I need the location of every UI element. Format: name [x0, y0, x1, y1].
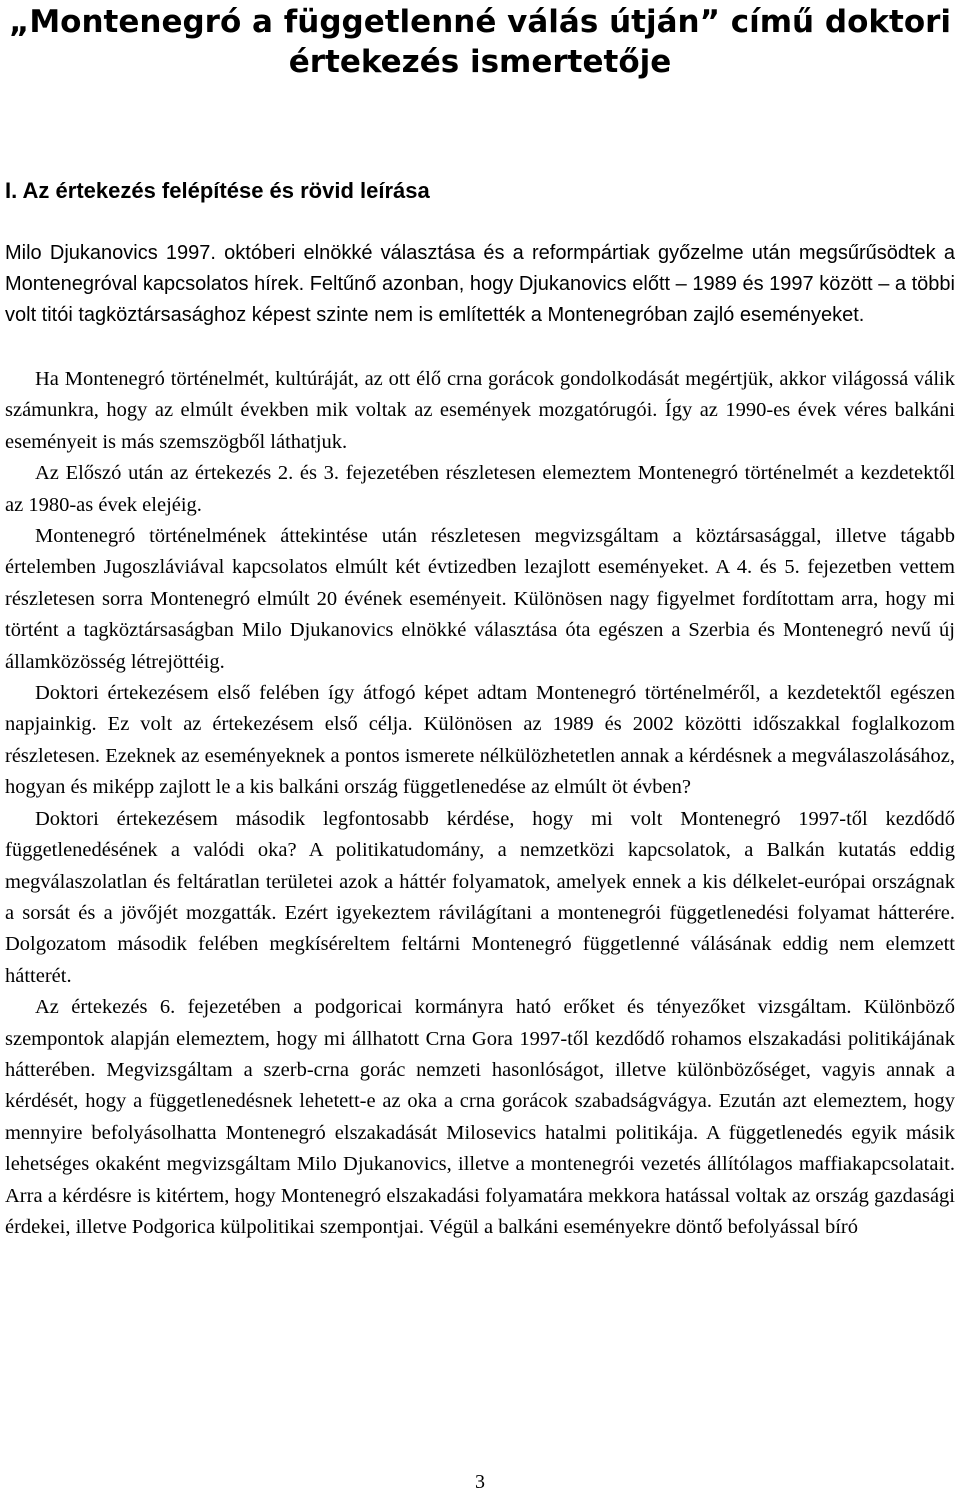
paragraph: Doktori értekezésem második legfontosabb kérdése, hogy mi volt Montenegró 1997-től kezdődő függetlenedésének a valódi oka? A politikatudomány, a nemzetközi kapcsolatok, a Balkán kutatás eddig megválaszolatlan és feltáratlan területei azok a háttér folyamatok, amelyek ennek a kis délkelet-európai országnak a sorsát és a jövőjét mozgatták. Ezért igyekeztem rávilágítani a montenegrói függetlenedési folyamat hátterére. Dolgozatom második felében megkíséreltem feltárni Montenegró függetlenné válásának eddig nem elemzett hátterét.: [5, 807, 955, 987]
document-title: [0, 2, 960, 82]
page-number: 3: [475, 1471, 485, 1493]
paragraph: Ha Montenegró történelmét, kultúráját, az ott élő crna gorácok gondolkodását megértjük, akkor világossá válik számunkra, hogy az elmúlt években mik voltak az események mozgatórugói. Így az 1990-es évek véres balkáni eseményeit is más szemszögből láthatjuk.: [5, 368, 955, 453]
intro-paragraph: Milo Djukanovics 1997. októberi elnökké választása és a reformpártiak győzelme után megsűrűsödtek a Montenegróval kapcsolatos hírek. Feltűnő azonban, hogy Djukanovics előtt – 1989 és 1997 között – a többi volt titói tagköztársasághoz képest szinte nem is említették a Montenegróban zajló eseményeket.: [5, 242, 955, 326]
paragraph: Montenegró történelmének áttekintése után részletesen megvizsgáltam a köztársasággal, illetve tágabb értelemben Jugoszláviával kapcsolatos elmúlt két évtizedben lezajlott eseményeket. A 4. és 5. fejezetben vettem részletesen sorra Montenegró elmúlt 20 évének eseményeit. Különösen nagy figyelmet fordítottam arra, hogy mi történt a tagköztársaságban Milo Djukanovics elnökké választása óta egészen a Szerbia és Montenegró nevű új államközösség létrejöttéig.: [5, 525, 955, 673]
section-heading: I. Az értekezés felépítése és rövid leírása: [5, 178, 430, 203]
paragraph: Az értekezés 6. fejezetében a podgoricai kormányra ható erőket és tényezőket vizsgáltam. Különböző szempontok alapján elemeztem, hogy mi állhatott Crna Gora 1997-től kezdődő rohamos elszakadási politikájának hátterében. Megvizsgáltam a szerb-crna gorác nemzeti hasonlóságot, illetve különbözőséget, vagyis annak a kérdését, hogy a függetlenedésnek lehetett-e az oka a crna gorácok szabadságvágya. Ezután azt elemeztem, hogy mennyire befolyásolhatta Montenegró elszakadását Milosevics hatalmi politikája. A függetlenedés egyik másik lehetséges okaként megvizsgáltam Milo Djukanovics, illetve a montenegrói vezetés állítólagos maffiakapcsolatait. Arra a kérdésre is kitértem, hogy Montenegró elszakadási folyamatára mekkora hatással voltak az ország gazdasági érdekei, illetve Podgorica külpolitikai szempontjai. Végül a balkáni eseményekre döntő befolyással bíró: [5, 996, 955, 1238]
body-text: [5, 364, 955, 1243]
paragraph: Az Előszó után az értekezés 2. és 3. fejezetében részletesen elemeztem Montenegró történelmét a kezdetektől az 1980-as évek elejéig.: [5, 462, 955, 516]
paragraph: Doktori értekezésem első felében így átfogó képet adtam Montenegró történelméről, a kezdetektől egészen napjainkig. Ez volt az értekezésem első célja. Különösen az 1989 és 2002 közötti időszakkal foglalkozom részletesen. Ezeknek az eseményeknek a pontos ismerete nélkülözhetetlen annak a kérdésnek a megválaszolásához, hogyan és miképp zajlott le a kis balkáni ország függetlenedése az elmúlt öt évben?: [5, 682, 955, 799]
title-line-1: „Montenegró a függetlenné válás útján” című doktori: [8, 4, 952, 40]
title-line-2: értekezés ismertetője: [288, 44, 672, 80]
